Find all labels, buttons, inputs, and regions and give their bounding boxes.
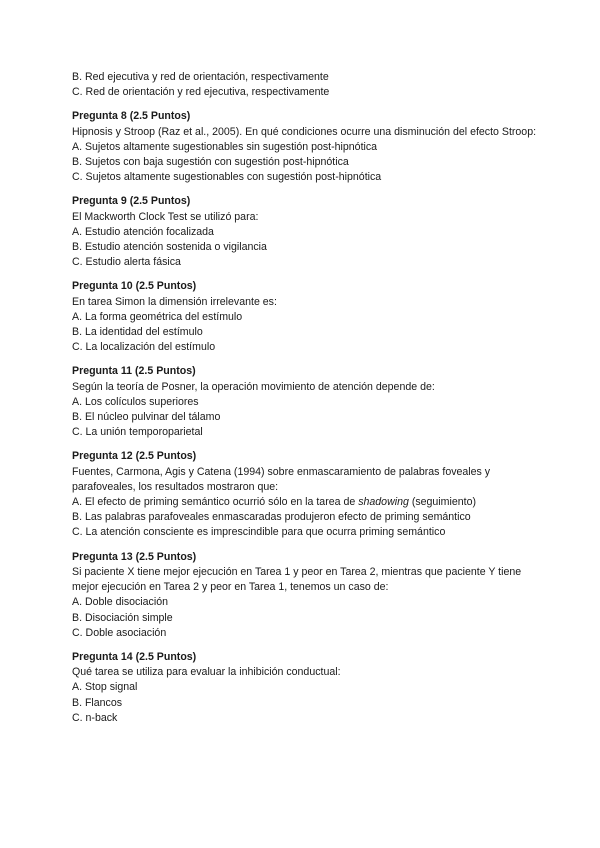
option-a: A. Los colículos superiores: [72, 395, 199, 408]
option-c: C. La unión temporoparietal: [72, 426, 203, 439]
option-b: B. Disociación simple: [72, 611, 173, 624]
option-b: B. Las palabras parafoveales enmascaradas produjeron efecto de priming semántico: [72, 511, 471, 524]
question-title: Pregunta 12 (2.5 Puntos): [72, 450, 197, 463]
option-a: [72, 495, 542, 510]
question-text: Si paciente X tiene mejor ejecución en Tarea 1 y peor en Tarea 2, mientras que paciente Y tiene mejor ejecución en Tarea 2 y peor en Tarea 1, tenemos un caso de:: [72, 565, 522, 594]
option-a-text: A. El efecto de priming semántico ocurrió sólo en la tarea de: [72, 496, 356, 509]
intro-options: [72, 70, 542, 100]
question-title: Pregunta 8 (2.5 Puntos): [72, 110, 191, 123]
option-a-suffix: (seguimiento): [411, 496, 476, 509]
question-10: [72, 279, 542, 355]
option-b: B. Estudio atención sostenida o vigilancia: [72, 241, 267, 254]
option-b: B. Flancos: [72, 696, 123, 709]
option-c: C. Estudio alerta fásica: [72, 256, 181, 269]
question-12: [72, 449, 542, 540]
option-a: A. Stop signal: [72, 681, 138, 694]
option-c: C. Doble asociación: [72, 626, 167, 639]
option-a: A. Sujetos altamente sugestionables sin sugestión post-hipnótica: [72, 140, 378, 153]
question-8: [72, 109, 542, 185]
question-title: Pregunta 13 (2.5 Puntos): [72, 550, 197, 563]
option-b: B. La identidad del estímulo: [72, 326, 203, 339]
option-a-italic: shadowing: [358, 496, 409, 509]
question-text: En tarea Simon la dimensión irrelevante es:: [72, 295, 277, 308]
question-text: Qué tarea se utiliza para evaluar la inhibición conductual:: [72, 666, 341, 679]
option-b: B. Red ejecutiva y red de orientación, respectivamente: [72, 71, 329, 83]
question-text: Hipnosis y Stroop (Raz et al., 2005). En qué condiciones ocurre una disminución del efecto Stroop:: [72, 125, 537, 138]
question-title: Pregunta 9 (2.5 Puntos): [72, 195, 191, 208]
option-c: C. Red de orientación y red ejecutiva, respectivamente: [72, 86, 330, 99]
question-title: Pregunta 10 (2.5 Puntos): [72, 280, 197, 293]
question-title: Pregunta 11 (2.5 Puntos): [72, 365, 196, 378]
question-14: [72, 650, 542, 726]
question-13: [72, 550, 542, 641]
option-a: A. Estudio atención focalizada: [72, 225, 214, 238]
document-content: [72, 70, 542, 726]
option-c: C. n-back: [72, 711, 118, 724]
option-c: C. La atención consciente es imprescindible para que ocurra priming semántico: [72, 526, 446, 539]
question-text: Según la teoría de Posner, la operación movimiento de atención depende de:: [72, 380, 435, 393]
option-b: B. El núcleo pulvinar del tálamo: [72, 411, 221, 424]
option-c: C. Sujetos altamente sugestionables con sugestión post-hipnótica: [72, 171, 382, 184]
option-a: A. La forma geométrica del estímulo: [72, 310, 243, 323]
question-9: [72, 194, 542, 270]
option-c: C. La localización del estímulo: [72, 341, 216, 354]
option-b: B. Sujetos con baja sugestión con sugestión post-hipnótica: [72, 156, 349, 169]
option-a: A. Doble disociación: [72, 596, 168, 609]
question-text: El Mackworth Clock Test se utilizó para:: [72, 210, 259, 223]
question-title: Pregunta 14 (2.5 Puntos): [72, 650, 197, 663]
question-text: Fuentes, Carmona, Agis y Catena (1994) sobre enmascaramiento de palabras foveales y parafoveales, los resultados mostraron que:: [72, 465, 491, 493]
question-11: [72, 364, 542, 440]
